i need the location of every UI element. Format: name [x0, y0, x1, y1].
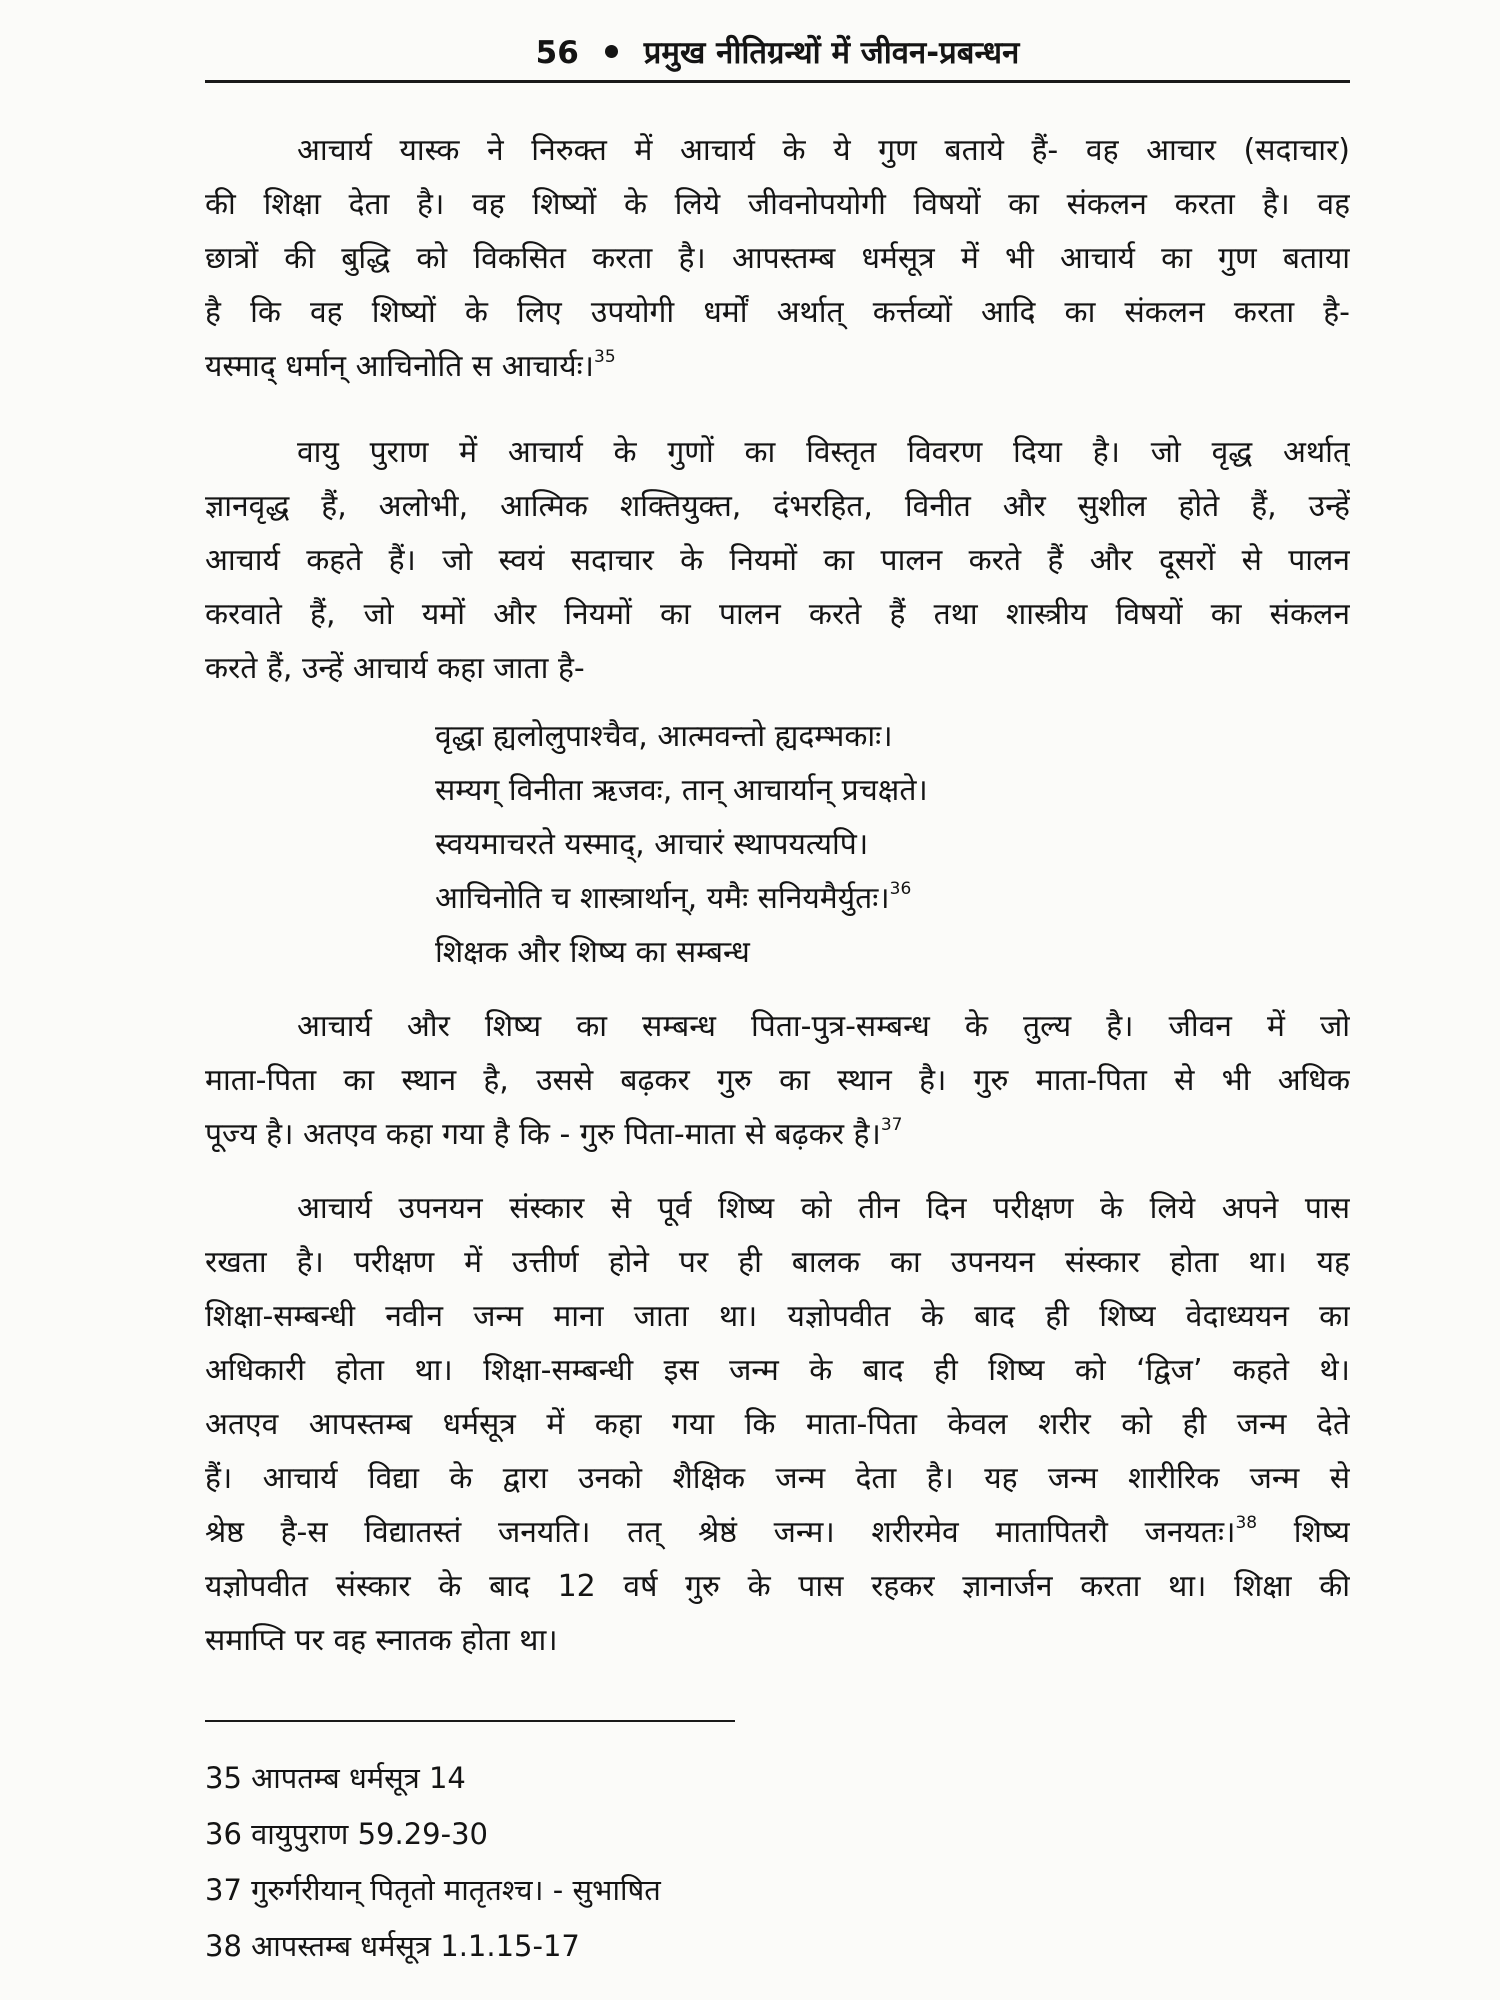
- text-line: हैं। आचार्य विद्या के द्वारा उनको शैक्षिक जन्म देता है। यह जन्म शारीरिक जन्म से: [205, 1461, 1350, 1496]
- verse-line: स्वयमाचरते यस्माद्, आचारं स्थापयत्यपि।: [435, 827, 869, 862]
- footnote: 35 आपतम्ब धर्मसूत्र 14: [205, 1761, 466, 1795]
- text-line: [205, 1108, 1350, 1162]
- text-line: अतएव आपस्तम्ब धर्मसूत्र में कहा गया कि माता-पिता केवल शरीर को ही जन्म देते: [205, 1407, 1350, 1442]
- text-line: की शिक्षा देता है। वह शिष्यों के लिये जीवनोपयोगी विषयों का संकलन करता है। वह: [205, 187, 1350, 222]
- footnote: 38 आपस्तम्ब धर्मसूत्र 1.1.15-17: [205, 1929, 580, 1963]
- text-segment: यस्माद् धर्मान् आचिनोति स आचार्यः।: [205, 349, 595, 384]
- verse-line: वृद्धा ह्यलोलुपाश्चैव, आत्मवन्तो ह्यदम्भकाः।: [435, 719, 893, 754]
- text-line: छात्रों की बुद्धि को विकसित करता है। आपस्तम्ब धर्मसूत्र में भी आचार्य का गुण बताया: [205, 241, 1350, 276]
- text-line: रखता है। परीक्षण में उत्तीर्ण होने पर ही बालक का उपनयन संस्कार होता था। यह: [205, 1245, 1350, 1280]
- footnote-ref: 35: [594, 347, 616, 367]
- verse-line: [205, 872, 1350, 926]
- text-line: है कि वह शिष्यों के लिए उपयोगी धर्मों अर्थात् कर्त्तव्यों आदि का संकलन करता है-: [205, 295, 1350, 330]
- text-line: [205, 340, 1350, 394]
- text-line: समाप्ति पर वह स्नातक होता था।: [205, 1623, 558, 1658]
- running-header: [205, 28, 1350, 78]
- text-segment: आचिनोति च शास्त्रार्थान्, यमैः सनियमैर्युतः।: [435, 881, 890, 916]
- text-line: माता-पिता का स्थान है, उससे बढ़कर गुरु का स्थान है। गुरु माता-पिता से भी अधिक: [205, 1063, 1350, 1098]
- paragraph-4: [205, 1182, 1350, 1668]
- paragraph-3: [205, 1000, 1350, 1162]
- text-line: [205, 1506, 1350, 1560]
- sanskrit-verse: [205, 710, 1350, 980]
- page-number: 56: [535, 35, 579, 71]
- footnote: 37 गुरुर्गरीयान् पितृतो मातृतश्च। - सुभाषित: [205, 1873, 661, 1907]
- footnotes: [205, 1750, 1105, 1974]
- text-line: अधिकारी होता था। शिक्षा-सम्बन्धी इस जन्म के बाद ही शिष्य को ‘द्विज’ कहते थे।: [205, 1353, 1350, 1388]
- text-segment: पूज्य है। अतएव कहा गया है कि - गुरु पिता-माता से बढ़कर है।: [205, 1117, 881, 1152]
- text-segment: शिष्य: [1257, 1515, 1350, 1550]
- footnote-ref: 37: [880, 1115, 903, 1135]
- book-title: प्रमुख नीतिग्रन्थों में जीवन-प्रबन्धन: [643, 35, 1020, 71]
- text-line: वायु पुराण में आचार्य के गुणों का विस्तृत विवरण दिया है। जो वृद्ध अर्थात्: [297, 435, 1350, 470]
- text-line: करवाते हैं, जो यमों और नियमों का पालन करते हैं तथा शास्त्रीय विषयों का संकलन: [205, 597, 1350, 632]
- text-line: करते हैं, उन्हें आचार्य कहा जाता है-: [205, 651, 585, 686]
- footnote-rule: [205, 1720, 735, 1722]
- footnote-ref: 36: [889, 879, 912, 899]
- text-line: आचार्य उपनयन संस्कार से पूर्व शिष्य को तीन दिन परीक्षण के लिये अपने पास: [297, 1191, 1350, 1226]
- header-rule: [205, 80, 1350, 83]
- text-line: आचार्य यास्क ने निरुक्त में आचार्य के ये गुण बताये हैं- वह आचार (सदाचार): [297, 133, 1350, 168]
- text-line: ज्ञानवृद्ध हैं, अलोभी, आत्मिक शक्तियुक्त, दंभरहित, विनीत और सुशील होते हैं, उन्हें: [205, 489, 1350, 524]
- section-subheading: शिक्षक और शिष्य का सम्बन्ध: [435, 935, 750, 970]
- text-line: यज्ञोपवीत संस्कार के बाद 12 वर्ष गुरु के पास रहकर ज्ञानार्जन करता था। शिक्षा की: [205, 1569, 1350, 1604]
- verse-line: सम्यग् विनीता ऋजवः, तान् आचार्यान् प्रचक्षते।: [435, 773, 928, 808]
- text-line: आचार्य कहते हैं। जो स्वयं सदाचार के नियमों का पालन करते हैं और दूसरों से पालन: [205, 543, 1350, 578]
- text-segment: श्रेष्ठ है-स विद्यातस्तं जनयति। तत् श्रेष्ठं जन्म। शरीरमेव मातापितरौ जनयतः।: [205, 1515, 1236, 1550]
- bullet-dot-icon: [605, 45, 618, 58]
- paragraph-2: [205, 426, 1350, 696]
- footnote-ref: 38: [1235, 1513, 1258, 1533]
- text-line: आचार्य और शिष्य का सम्बन्ध पिता-पुत्र-सम्बन्ध के तुल्य है। जीवन में जो: [297, 1009, 1350, 1044]
- footnote: 36 वायुपुराण 59.29-30: [205, 1817, 488, 1851]
- paragraph-1: [205, 124, 1350, 394]
- text-line: शिक्षा-सम्बन्धी नवीन जन्म माना जाता था। यज्ञोपवीत के बाद ही शिष्य वेदाध्ययन का: [205, 1299, 1350, 1334]
